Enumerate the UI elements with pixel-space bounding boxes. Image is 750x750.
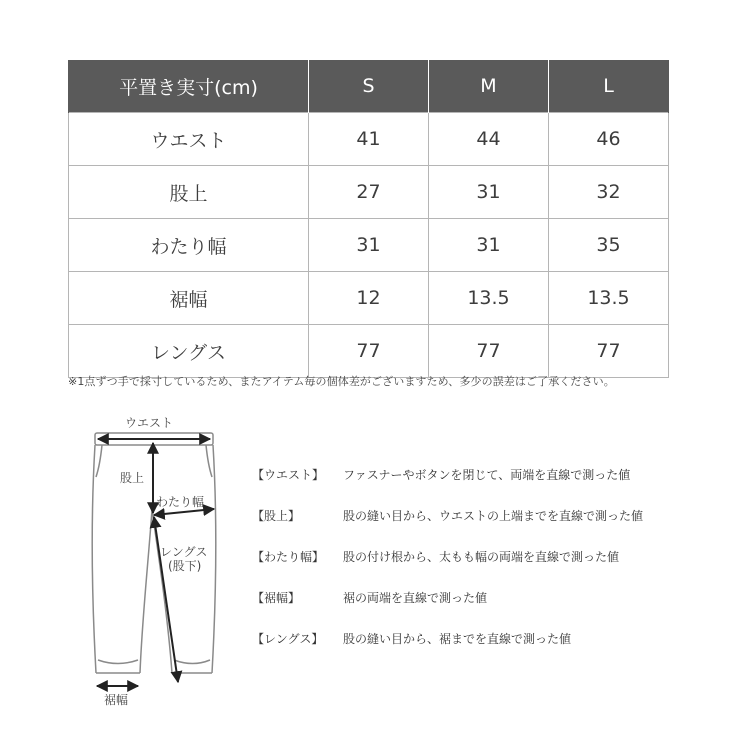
waist-label: ウエスト xyxy=(125,416,174,430)
cell-value: 32 xyxy=(549,166,669,219)
cell-value: 77 xyxy=(429,325,549,378)
legend-item xyxy=(252,630,722,671)
legend-term: 【裾幅】 xyxy=(252,591,301,605)
cell-value: 31 xyxy=(429,219,549,272)
legend-description: 裾の両端を直線で測った値 xyxy=(343,591,488,605)
table-row xyxy=(69,272,669,325)
legend-description: 股の縫い目から、裾までを直線で測った値 xyxy=(343,632,572,646)
table-row xyxy=(69,166,669,219)
legend-description: 股の縫い目から、ウエストの上端までを直線で測った値 xyxy=(343,509,644,523)
legend-item xyxy=(252,466,722,507)
cell-value: 46 xyxy=(549,113,669,166)
legend-item xyxy=(252,507,722,548)
cell-value: 35 xyxy=(549,219,669,272)
measurement-note: ※1点ずつ手で採寸しているため、またアイテム毎の個体差がございますため、多少の誤差はご了承ください。 xyxy=(68,375,615,388)
cell-value: 44 xyxy=(429,113,549,166)
length-label: レングス xyxy=(160,545,208,559)
table-row xyxy=(69,219,669,272)
rise-label: 股上 xyxy=(120,471,145,485)
legend-description: ファスナーやボタンを閉じて、両端を直線で測った値 xyxy=(343,468,631,482)
thigh-measure-line xyxy=(154,509,214,515)
cell-value: 77 xyxy=(549,325,669,378)
row-label: レングス xyxy=(69,325,309,378)
cell-value: 31 xyxy=(309,219,429,272)
header-cell-size-l: L xyxy=(549,60,669,113)
row-label: ウエスト xyxy=(69,113,309,166)
cell-value: 77 xyxy=(309,325,429,378)
cell-value: 31 xyxy=(429,166,549,219)
thigh-label: わたり幅 xyxy=(156,495,205,509)
measurement-legend xyxy=(252,466,722,671)
legend-item xyxy=(252,589,722,630)
legend-term: 【レングス】 xyxy=(252,632,324,646)
header-cell-size-m: M xyxy=(429,60,549,113)
legend-term: 【股上】 xyxy=(252,509,301,523)
pants-measurement-diagram xyxy=(80,405,230,715)
row-label: わたり幅 xyxy=(69,219,309,272)
length-sub-label: (股下) xyxy=(168,559,202,573)
hem-label: 裾幅 xyxy=(104,693,129,707)
size-table xyxy=(68,60,669,378)
legend-item xyxy=(252,548,722,589)
header-cell-size-s: S xyxy=(309,60,429,113)
length-measure-line xyxy=(154,517,178,682)
table-header-row xyxy=(69,60,669,113)
row-label: 裾幅 xyxy=(69,272,309,325)
legend-term: 【わたり幅】 xyxy=(252,550,325,564)
row-label: 股上 xyxy=(69,166,309,219)
cell-value: 13.5 xyxy=(549,272,669,325)
cell-value: 12 xyxy=(309,272,429,325)
header-cell-label: 平置き実寸(cm) xyxy=(69,60,309,113)
cell-value: 41 xyxy=(309,113,429,166)
cell-value: 13.5 xyxy=(429,272,549,325)
legend-term: 【ウエスト】 xyxy=(252,468,325,482)
table-row xyxy=(69,113,669,166)
cell-value: 27 xyxy=(309,166,429,219)
legend-description: 股の付け根から、太もも幅の両端を直線で測った値 xyxy=(343,550,620,564)
table-row xyxy=(69,325,669,378)
